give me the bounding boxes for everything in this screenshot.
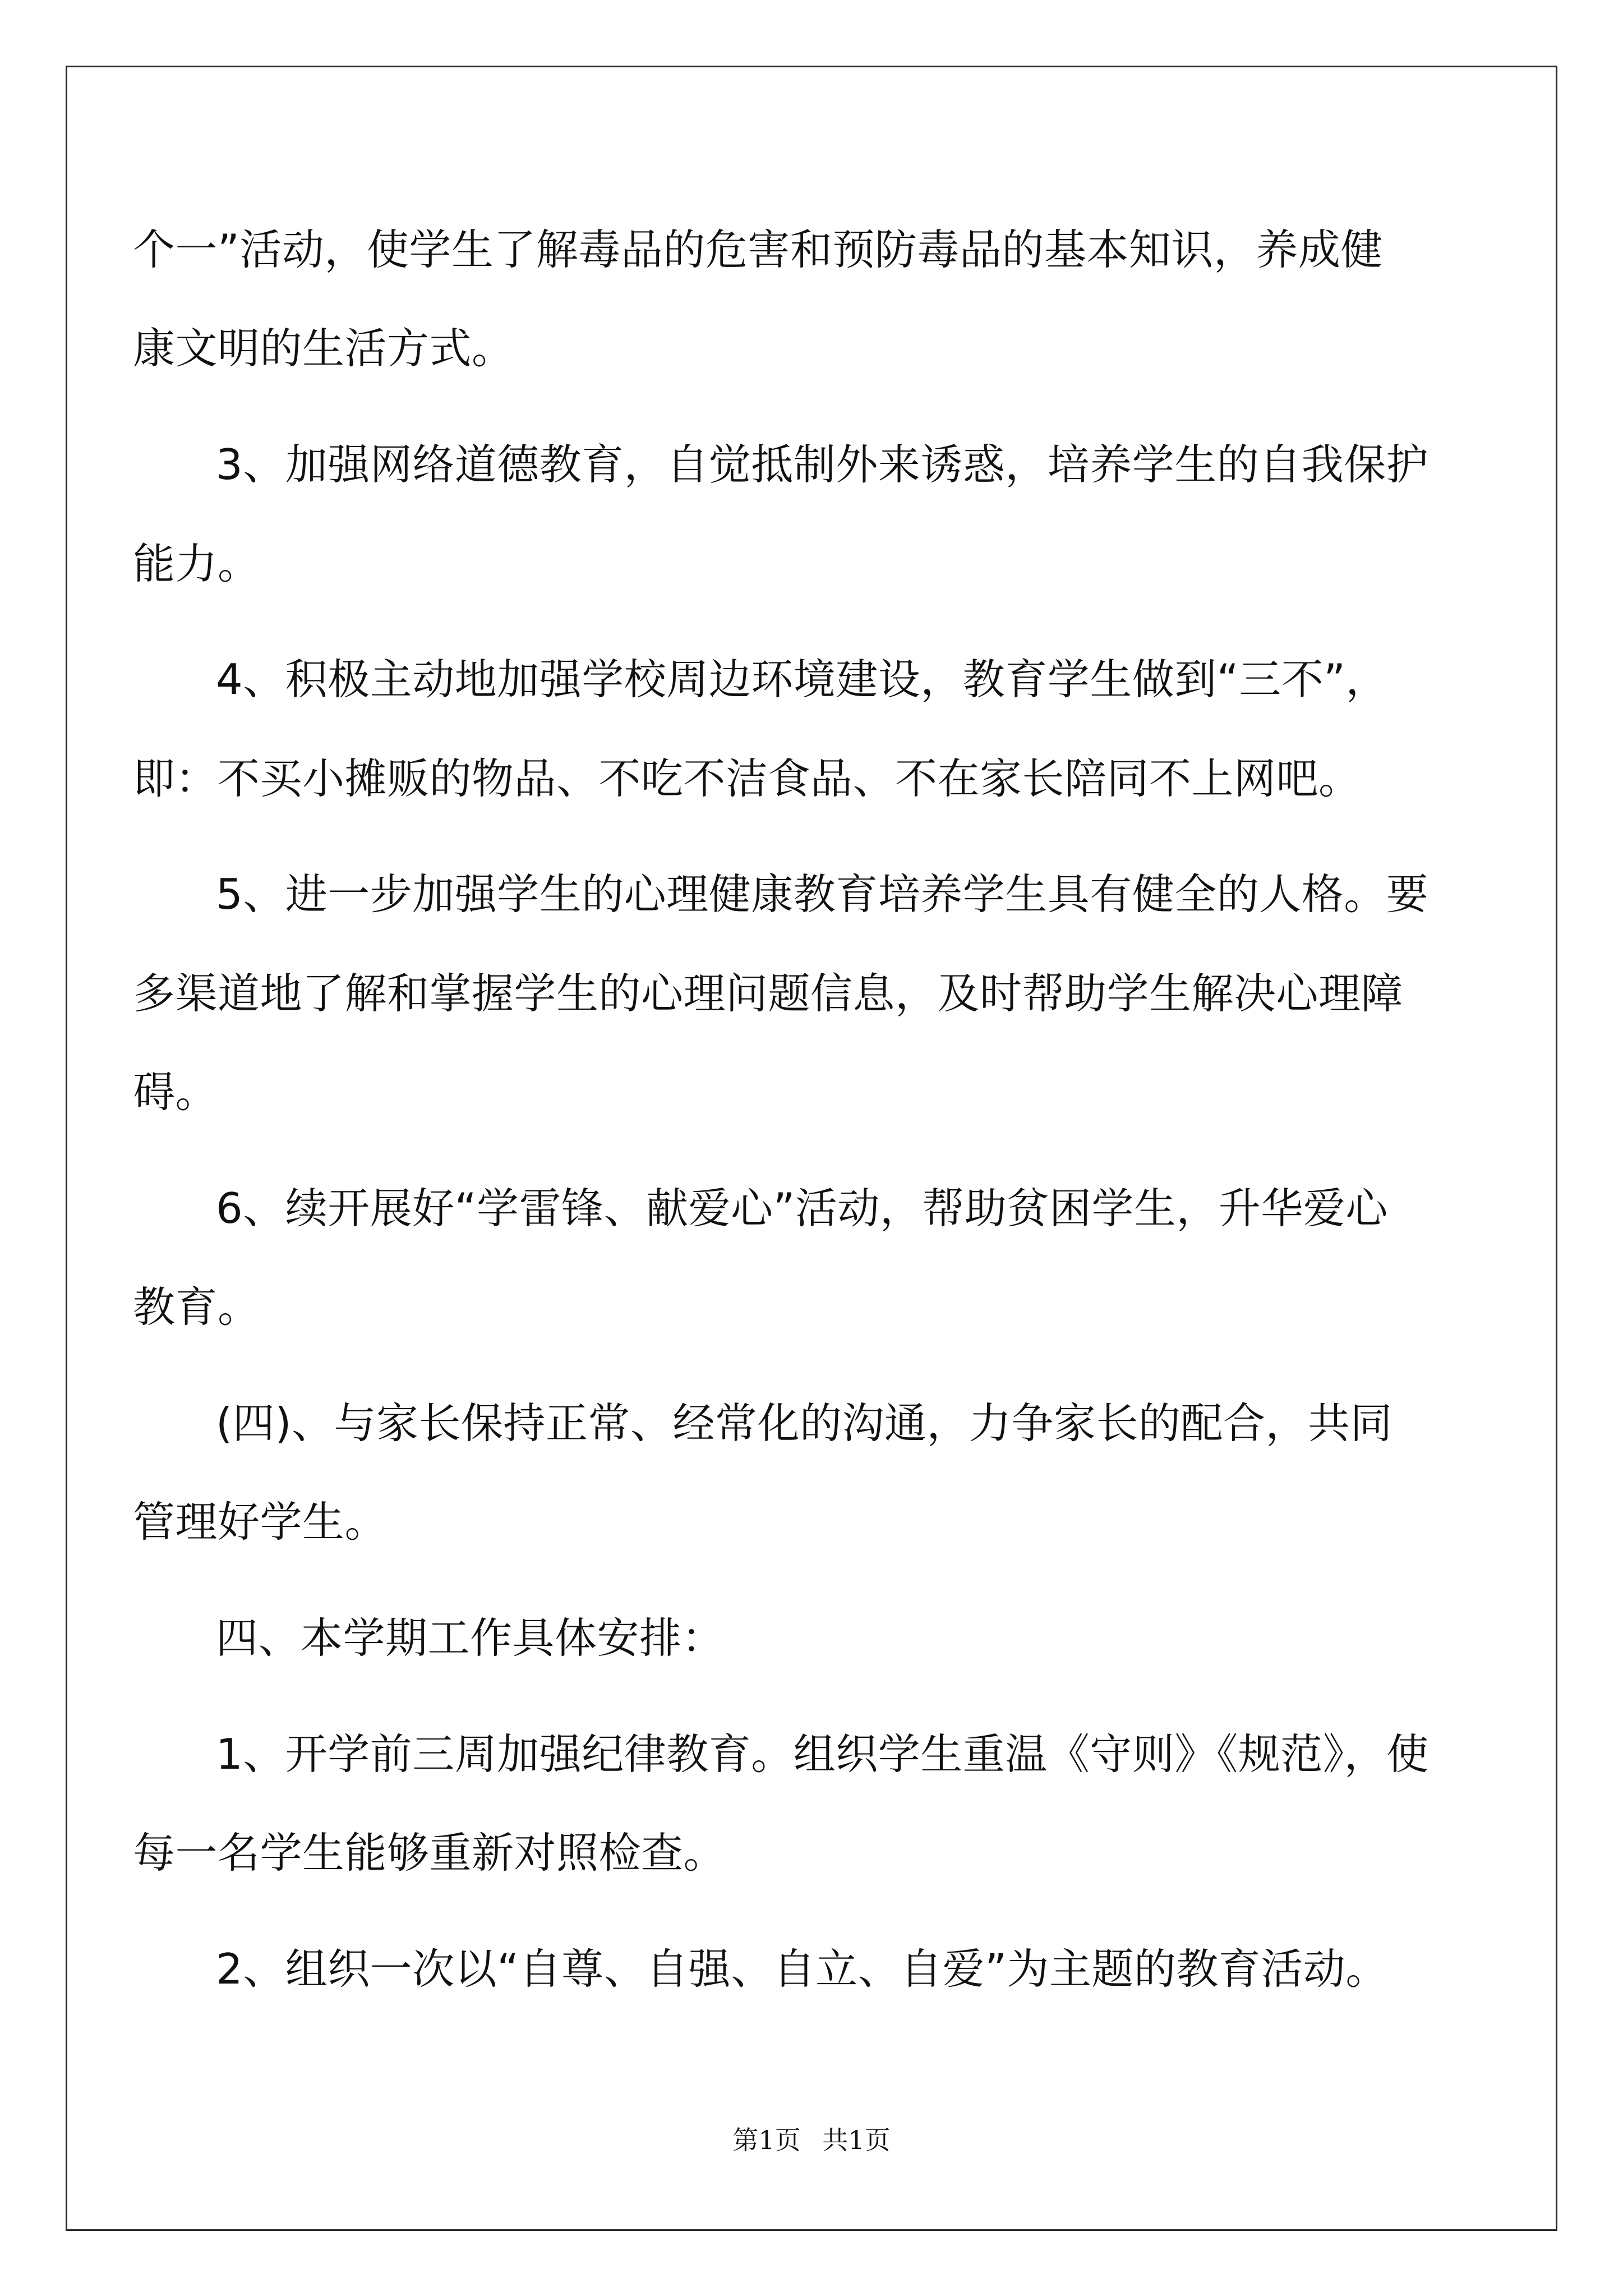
text-line: 4、积极主动地加强学校周边环境建设，教育学生做到“三不”， <box>216 655 1388 704</box>
text-line: 5、进一步加强学生的心理健康教育培养学生具有健全的人格。要 <box>216 869 1429 919</box>
text-line: 即：不买小摊贩的物品、不吃不洁食品、不在家长陪同不上网吧。 <box>133 754 1361 803</box>
text-line: 6、续开展好“学雷锋、献爱心”活动，帮助贫困学生，升华爱心 <box>216 1184 1388 1233</box>
text-line: 1、开学前三周加强纪律教育。组织学生重温《守则》《规范》，使 <box>216 1729 1429 1779</box>
text-line: 2、组织一次以“自尊、自强、自立、自爱”为主题的教育活动。 <box>216 1944 1388 1994</box>
text-line: 每一名学生能够重新对照检查。 <box>133 1828 726 1878</box>
page-total: 共1页 <box>822 2125 891 2155</box>
page-number: 第1页 <box>732 2125 801 2155</box>
text-line: 能力。 <box>133 539 260 588</box>
text-line: 3、加强网络道德教育，自觉抵制外来诱惑，培养学生的自我保护 <box>216 440 1429 489</box>
section-heading: 四、本学期工作具体安排： <box>216 1613 725 1663</box>
text-line: (四)、与家长保持正常、经常化的沟通，力争家长的配合，共同 <box>216 1398 1393 1448</box>
text-line: 碍。 <box>133 1068 218 1117</box>
page-footer <box>0 2123 1623 2157</box>
text-line: 管理好学生。 <box>133 1497 388 1547</box>
text-line: 康文明的生活方式。 <box>133 324 514 373</box>
text-line: 多渠道地了解和掌握学生的心理问题信息，及时帮助学生解决心理障 <box>133 969 1404 1018</box>
text-line: 教育。 <box>133 1282 260 1332</box>
page-border <box>66 66 1557 2231</box>
text-line: 个一”活动，使学生了解毒品的危害和预防毒品的基本知识，养成健 <box>133 225 1383 274</box>
